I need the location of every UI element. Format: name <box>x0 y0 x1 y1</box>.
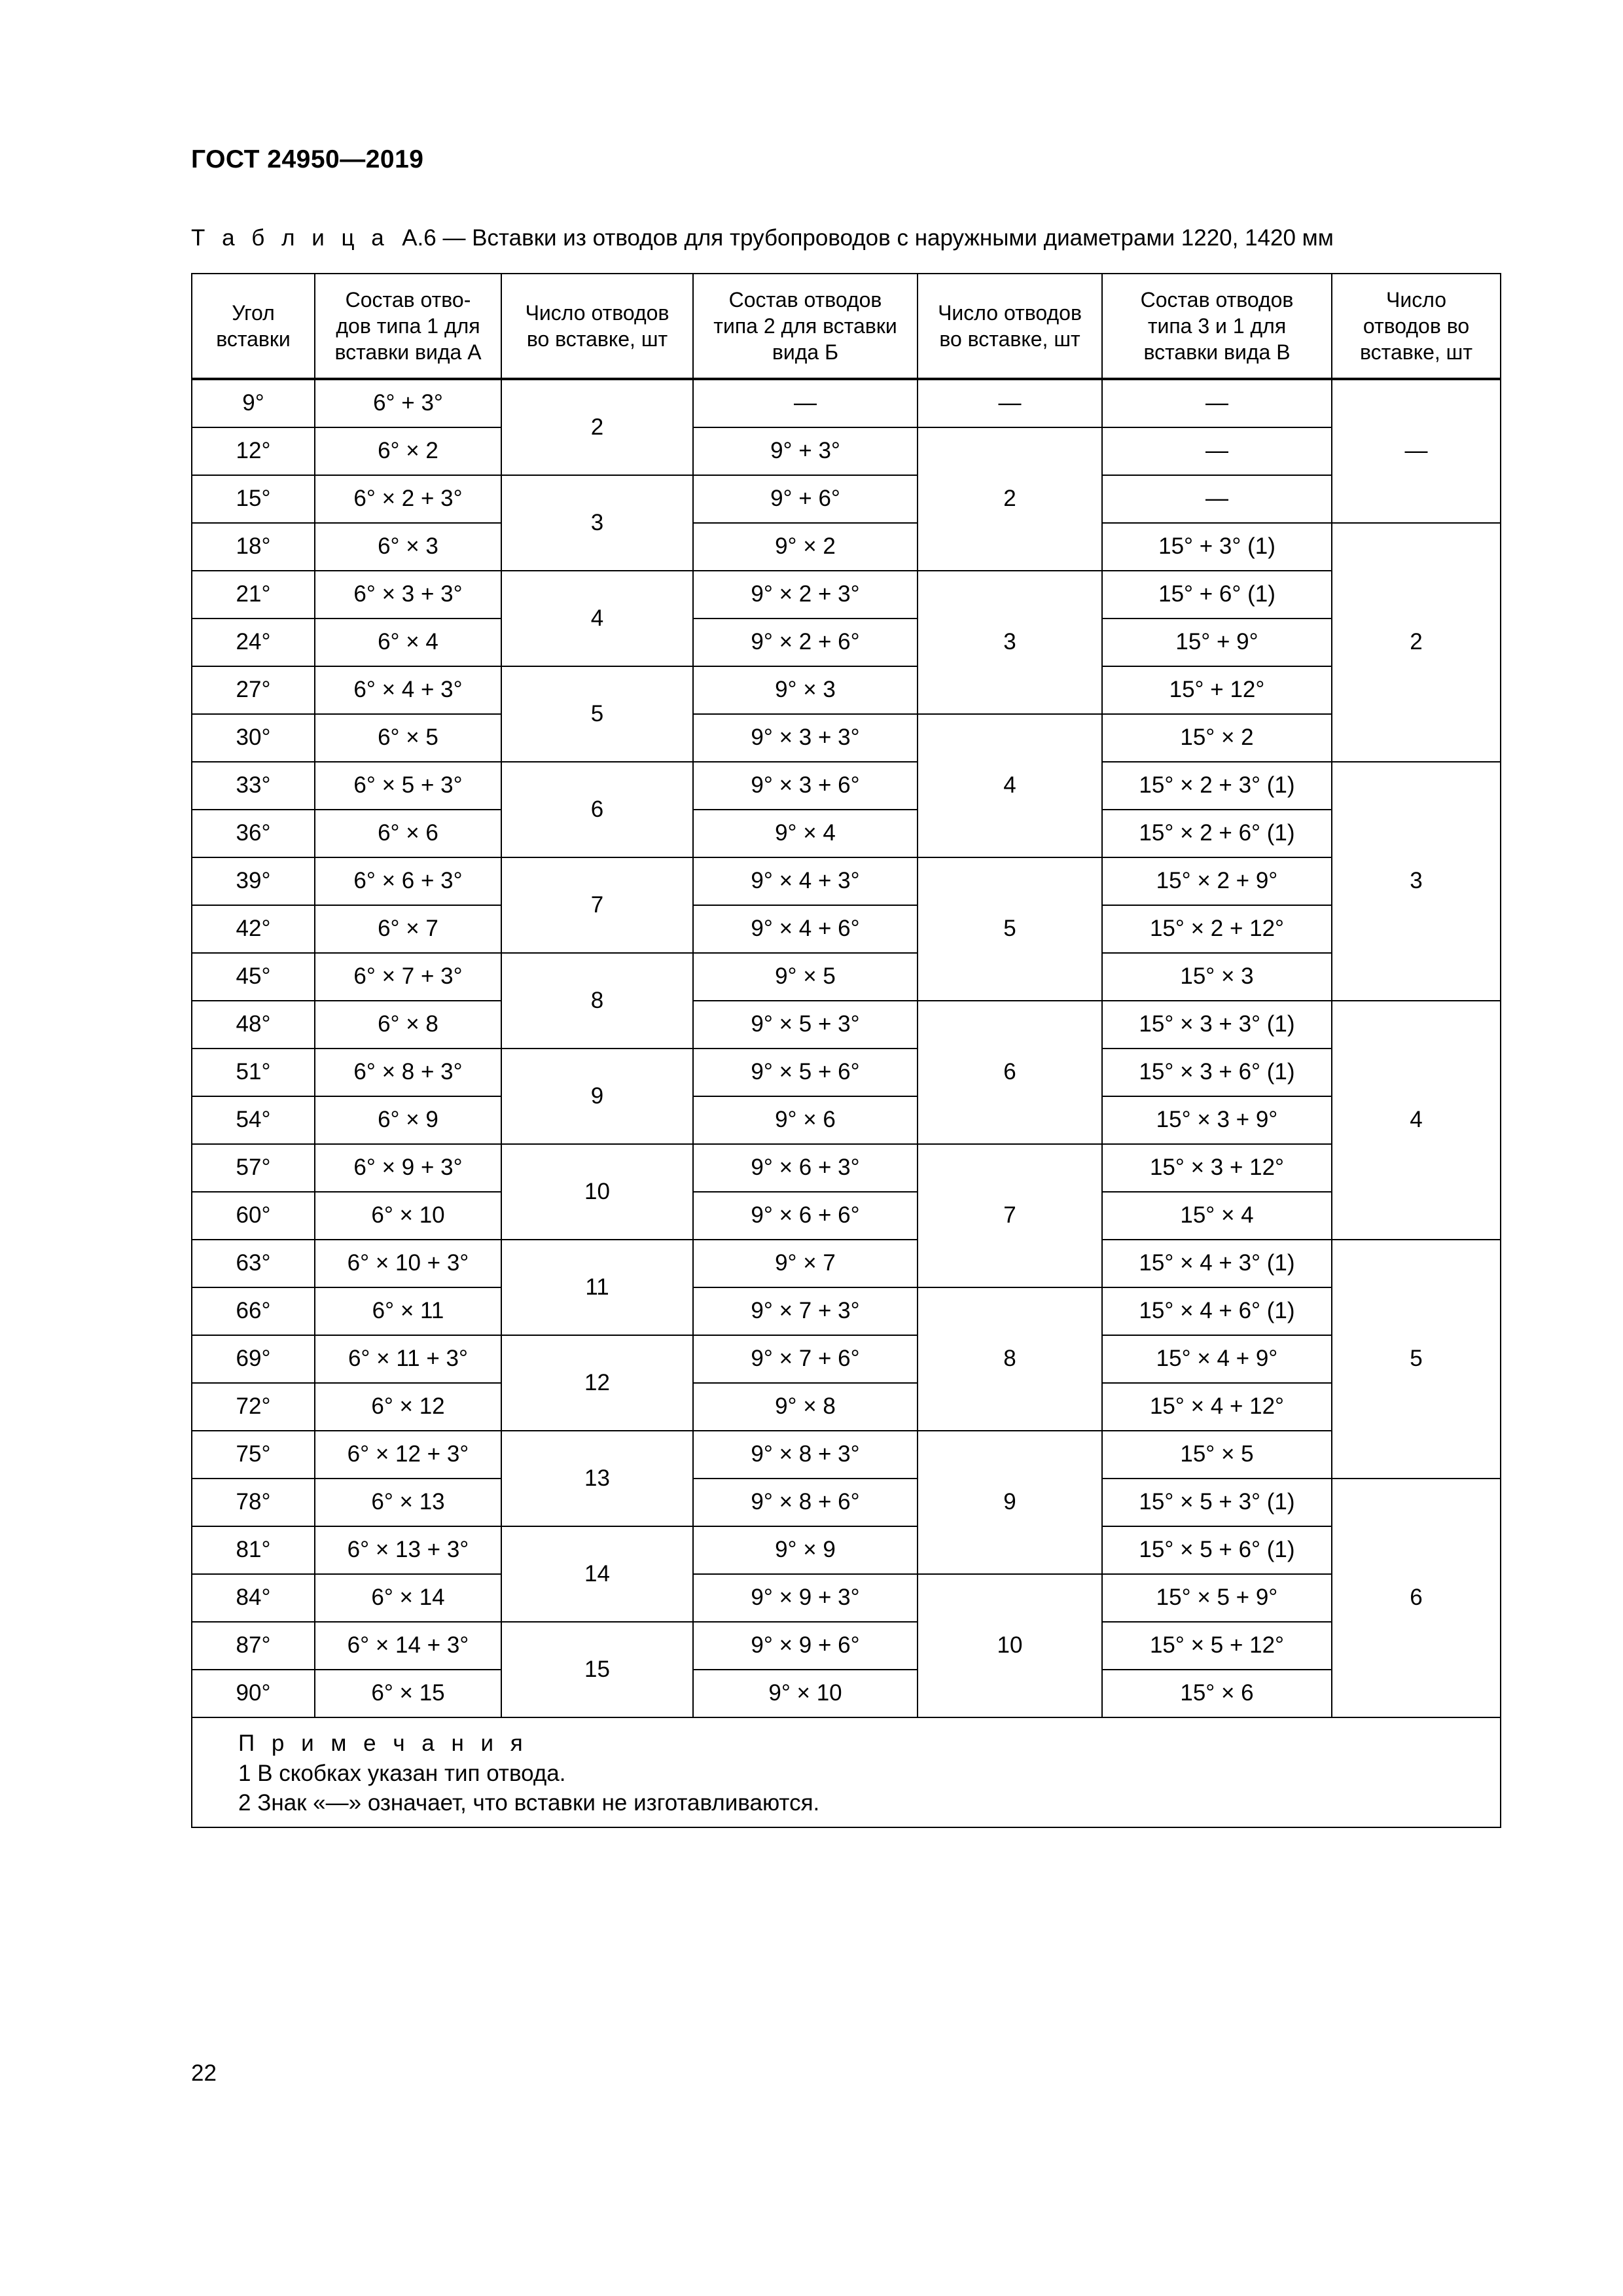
type1-count-cell: 7 <box>501 857 693 953</box>
type2-count-cell: 9 <box>918 1431 1102 1574</box>
angle-cell: 90° <box>192 1670 315 1717</box>
type2-composition-cell: 9° × 5 + 6° <box>693 1049 918 1096</box>
type2-count-cell: 8 <box>918 1287 1102 1431</box>
note-item: 2 Знак «—» означает, что вставки не изготавливаются. <box>238 1790 820 1816</box>
type1-composition-cell: 6° × 7 + 3° <box>315 953 501 1001</box>
table-row <box>192 1240 1501 1287</box>
angle-cell: 15° <box>192 475 315 523</box>
table-row <box>192 1096 1501 1144</box>
angle-cell: 75° <box>192 1431 315 1479</box>
type1-count-cell: 9 <box>501 1049 693 1144</box>
type1-composition-cell: 6° × 10 <box>315 1192 501 1240</box>
table-row <box>192 475 1501 523</box>
type2-composition-cell: 9° × 6 <box>693 1096 918 1144</box>
type1-count-cell: 14 <box>501 1526 693 1622</box>
type2-count-cell: 2 <box>918 427 1102 571</box>
angle-cell: 9° <box>192 379 315 427</box>
header-type3-composition: Состав отводов типа 3 и 1 для вставки вида В <box>1102 274 1332 379</box>
type1-count-cell: 2 <box>501 379 693 475</box>
table-row <box>192 1526 1501 1574</box>
table-row <box>192 571 1501 619</box>
type3-composition-cell: 15° × 2 + 6° (1) <box>1102 810 1332 857</box>
type2-composition-cell: 9° × 8 + 6° <box>693 1479 918 1526</box>
table-row <box>192 1670 1501 1717</box>
type3-composition-cell: 15° × 6 <box>1102 1670 1332 1717</box>
type1-composition-cell: 6° × 9 <box>315 1096 501 1144</box>
notes-row <box>192 1717 1501 1827</box>
table-caption-text: А.6 — Вставки из отводов для трубопроводов с наружными диаметрами 1220, 1420 мм <box>402 225 1334 251</box>
type3-composition-cell: — <box>1102 427 1332 475</box>
header-type1-composition: Состав отво-дов типа 1 для вставки вида А <box>315 274 501 379</box>
table-row <box>192 1479 1501 1526</box>
header-angle: Угол вставки <box>192 274 315 379</box>
header-type2-composition: Состав отводов типа 2 для вставки вида Б <box>693 274 918 379</box>
angle-cell: 18° <box>192 523 315 571</box>
type3-composition-cell: 15° × 5 + 9° <box>1102 1574 1332 1622</box>
type2-composition-cell: 9° × 9 + 6° <box>693 1622 918 1670</box>
angle-cell: 81° <box>192 1526 315 1574</box>
type3-composition-cell: 15° × 5 + 6° (1) <box>1102 1526 1332 1574</box>
type1-composition-cell: 6° × 12 <box>315 1383 501 1431</box>
table-row <box>192 857 1501 905</box>
table-caption <box>191 225 1334 251</box>
type3-composition-cell: 15° + 12° <box>1102 666 1332 714</box>
type3-count-cell: 4 <box>1332 1001 1501 1240</box>
angle-cell: 54° <box>192 1096 315 1144</box>
table-row <box>192 1192 1501 1240</box>
type1-composition-cell: 6° × 12 + 3° <box>315 1431 501 1479</box>
table-header-row <box>192 274 1501 379</box>
type2-composition-cell: 9° × 4 <box>693 810 918 857</box>
type2-composition-cell: 9° × 10 <box>693 1670 918 1717</box>
angle-cell: 24° <box>192 619 315 666</box>
type2-composition-cell: 9° × 8 + 3° <box>693 1431 918 1479</box>
type2-count-cell: 3 <box>918 571 1102 714</box>
angle-cell: 36° <box>192 810 315 857</box>
angle-cell: 27° <box>192 666 315 714</box>
table-row <box>192 905 1501 953</box>
type2-composition-cell: 9° + 3° <box>693 427 918 475</box>
note-item: 1 В скобках указан тип отвода. <box>238 1760 566 1786</box>
header-type2-count: Число отводов во вставке, шт <box>918 274 1102 379</box>
type3-composition-cell: 15° × 5 + 3° (1) <box>1102 1479 1332 1526</box>
type2-count-cell: 5 <box>918 857 1102 1001</box>
angle-cell: 45° <box>192 953 315 1001</box>
type1-count-cell: 8 <box>501 953 693 1049</box>
type1-count-cell: 6 <box>501 762 693 857</box>
type1-composition-cell: 6° × 7 <box>315 905 501 953</box>
type3-count-cell: 6 <box>1332 1479 1501 1717</box>
type3-composition-cell: 15° × 3 + 3° (1) <box>1102 1001 1332 1049</box>
table-row <box>192 1622 1501 1670</box>
table-notes <box>192 1717 1501 1827</box>
type3-composition-cell: 15° × 4 <box>1102 1192 1332 1240</box>
type3-composition-cell: 15° × 4 + 3° (1) <box>1102 1240 1332 1287</box>
type3-composition-cell: 15° × 2 + 12° <box>1102 905 1332 953</box>
table-row <box>192 762 1501 810</box>
table-row <box>192 810 1501 857</box>
document-code: ГОСТ 24950—2019 <box>191 145 424 173</box>
type3-composition-cell: 15° + 9° <box>1102 619 1332 666</box>
type1-composition-cell: 6° × 4 + 3° <box>315 666 501 714</box>
type1-count-cell: 10 <box>501 1144 693 1240</box>
type2-composition-cell: 9° + 6° <box>693 475 918 523</box>
type3-count-cell: 2 <box>1332 523 1501 762</box>
table-row <box>192 1335 1501 1383</box>
type1-count-cell: 3 <box>501 475 693 571</box>
type1-composition-cell: 6° × 10 + 3° <box>315 1240 501 1287</box>
type2-count-cell: 6 <box>918 1001 1102 1144</box>
type1-composition-cell: 6° × 13 + 3° <box>315 1526 501 1574</box>
table-row <box>192 1287 1501 1335</box>
angle-cell: 78° <box>192 1479 315 1526</box>
type2-composition-cell: 9° × 5 + 3° <box>693 1001 918 1049</box>
type3-composition-cell: 15° × 3 + 9° <box>1102 1096 1332 1144</box>
type1-count-cell: 5 <box>501 666 693 762</box>
type3-composition-cell: 15° + 6° (1) <box>1102 571 1332 619</box>
type1-composition-cell: 6° × 5 + 3° <box>315 762 501 810</box>
table-row <box>192 619 1501 666</box>
type2-composition-cell: 9° × 4 + 6° <box>693 905 918 953</box>
table-row <box>192 1049 1501 1096</box>
type1-composition-cell: 6° × 8 + 3° <box>315 1049 501 1096</box>
type2-composition-cell: 9° × 8 <box>693 1383 918 1431</box>
type2-composition-cell: 9° × 9 <box>693 1526 918 1574</box>
notes-title: П р и м е ч а н и я <box>238 1731 528 1756</box>
angle-cell: 57° <box>192 1144 315 1192</box>
type1-composition-cell: 6° × 15 <box>315 1670 501 1717</box>
type2-composition-cell: 9° × 3 + 3° <box>693 714 918 762</box>
angle-cell: 30° <box>192 714 315 762</box>
type2-composition-cell: 9° × 7 + 6° <box>693 1335 918 1383</box>
type1-composition-cell: 6° × 4 <box>315 619 501 666</box>
type2-composition-cell: 9° × 2 + 6° <box>693 619 918 666</box>
table-row <box>192 953 1501 1001</box>
angle-cell: 33° <box>192 762 315 810</box>
type2-composition-cell: 9° × 2 + 3° <box>693 571 918 619</box>
type1-composition-cell: 6° × 9 + 3° <box>315 1144 501 1192</box>
type3-composition-cell: 15° × 4 + 9° <box>1102 1335 1332 1383</box>
table-row <box>192 379 1501 427</box>
type2-composition-cell: 9° × 7 <box>693 1240 918 1287</box>
angle-cell: 84° <box>192 1574 315 1622</box>
type3-composition-cell: 15° × 4 + 12° <box>1102 1383 1332 1431</box>
type3-composition-cell: 15° × 4 + 6° (1) <box>1102 1287 1332 1335</box>
type1-count-cell: 15 <box>501 1622 693 1717</box>
table-row <box>192 1383 1501 1431</box>
type3-count-cell: — <box>1332 379 1501 523</box>
type2-composition-cell: 9° × 7 + 3° <box>693 1287 918 1335</box>
type2-count-cell: — <box>918 379 1102 427</box>
type1-composition-cell: 6° × 6 <box>315 810 501 857</box>
angle-cell: 87° <box>192 1622 315 1670</box>
angle-cell: 42° <box>192 905 315 953</box>
type3-count-cell: 5 <box>1332 1240 1501 1479</box>
type2-composition-cell: — <box>693 379 918 427</box>
type2-composition-cell: 9° × 9 + 3° <box>693 1574 918 1622</box>
header-type1-count: Число отводов во вставке, шт <box>501 274 693 379</box>
type3-composition-cell: — <box>1102 379 1332 427</box>
type2-composition-cell: 9° × 5 <box>693 953 918 1001</box>
type1-composition-cell: 6° × 3 + 3° <box>315 571 501 619</box>
type1-count-cell: 11 <box>501 1240 693 1335</box>
type2-composition-cell: 9° × 3 <box>693 666 918 714</box>
type1-composition-cell: 6° × 2 <box>315 427 501 475</box>
table-row <box>192 714 1501 762</box>
type1-composition-cell: 6° × 14 + 3° <box>315 1622 501 1670</box>
type3-composition-cell: 15° × 2 + 9° <box>1102 857 1332 905</box>
angle-cell: 51° <box>192 1049 315 1096</box>
table-row <box>192 1144 1501 1192</box>
table-row <box>192 427 1501 475</box>
table-caption-label: Т а б л и ц а <box>191 225 389 251</box>
type1-count-cell: 12 <box>501 1335 693 1431</box>
page-number: 22 <box>191 2060 217 2086</box>
type2-composition-cell: 9° × 4 + 3° <box>693 857 918 905</box>
type1-composition-cell: 6° × 3 <box>315 523 501 571</box>
angle-cell: 39° <box>192 857 315 905</box>
type2-composition-cell: 9° × 6 + 3° <box>693 1144 918 1192</box>
type2-count-cell: 7 <box>918 1144 1102 1287</box>
type3-composition-cell: 15° × 5 <box>1102 1431 1332 1479</box>
type2-composition-cell: 9° × 3 + 6° <box>693 762 918 810</box>
type2-count-cell: 4 <box>918 714 1102 857</box>
inserts-table <box>191 273 1501 1828</box>
angle-cell: 48° <box>192 1001 315 1049</box>
type3-count-cell: 3 <box>1332 762 1501 1001</box>
table-row <box>192 1574 1501 1622</box>
type1-composition-cell: 6° + 3° <box>315 379 501 427</box>
type1-composition-cell: 6° × 2 + 3° <box>315 475 501 523</box>
angle-cell: 66° <box>192 1287 315 1335</box>
type1-composition-cell: 6° × 6 + 3° <box>315 857 501 905</box>
header-type3-count: Число отводов во вставке, шт <box>1332 274 1501 379</box>
type3-composition-cell: 15° × 3 + 12° <box>1102 1144 1332 1192</box>
type3-composition-cell: — <box>1102 475 1332 523</box>
type2-count-cell: 10 <box>918 1574 1102 1717</box>
table-row <box>192 1431 1501 1479</box>
type1-composition-cell: 6° × 5 <box>315 714 501 762</box>
type1-composition-cell: 6° × 13 <box>315 1479 501 1526</box>
type2-composition-cell: 9° × 2 <box>693 523 918 571</box>
type1-composition-cell: 6° × 11 + 3° <box>315 1335 501 1383</box>
angle-cell: 72° <box>192 1383 315 1431</box>
angle-cell: 60° <box>192 1192 315 1240</box>
angle-cell: 21° <box>192 571 315 619</box>
type3-composition-cell: 15° + 3° (1) <box>1102 523 1332 571</box>
type3-composition-cell: 15° × 2 + 3° (1) <box>1102 762 1332 810</box>
type3-composition-cell: 15° × 3 <box>1102 953 1332 1001</box>
angle-cell: 63° <box>192 1240 315 1287</box>
angle-cell: 69° <box>192 1335 315 1383</box>
angle-cell: 12° <box>192 427 315 475</box>
type1-composition-cell: 6° × 11 <box>315 1287 501 1335</box>
type1-count-cell: 4 <box>501 571 693 666</box>
type1-count-cell: 13 <box>501 1431 693 1526</box>
table-row <box>192 523 1501 571</box>
table-row <box>192 666 1501 714</box>
type3-composition-cell: 15° × 3 + 6° (1) <box>1102 1049 1332 1096</box>
table-row <box>192 1001 1501 1049</box>
type2-composition-cell: 9° × 6 + 6° <box>693 1192 918 1240</box>
type3-composition-cell: 15° × 2 <box>1102 714 1332 762</box>
type1-composition-cell: 6° × 14 <box>315 1574 501 1622</box>
type3-composition-cell: 15° × 5 + 12° <box>1102 1622 1332 1670</box>
type1-composition-cell: 6° × 8 <box>315 1001 501 1049</box>
